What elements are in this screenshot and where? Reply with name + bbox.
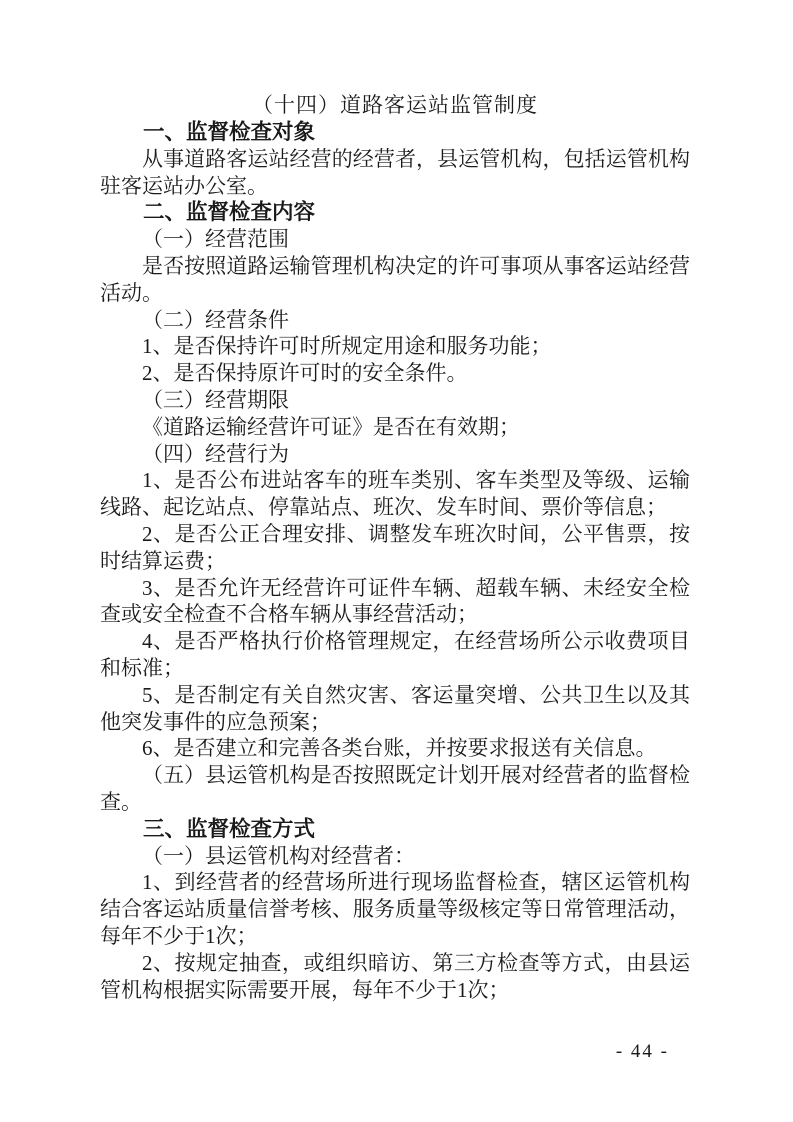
- section-heading: 三、监督检查方式: [143, 816, 316, 841]
- body-paragraph: 1、到经营者的经营场所进行现场监督检查，辖区运管机构结合客运站质量信誉考核、服务质量等级核定等日常管理活动，每年不少于1次；: [100, 870, 690, 948]
- body-paragraph: （四）经营行为: [142, 441, 289, 466]
- body-paragraph: 1、是否公布进站客车的班车类别、客车类型及等级、运输线路、起讫站点、停靠站点、班次、发车时间、票价等信息；: [100, 468, 690, 520]
- body-paragraph: 2、按规定抽查，或组织暗访、第三方检查等方式，由县运管机构根据实际需要开展，每年不少于1次；: [100, 950, 690, 1002]
- body-paragraph: （五）县运管机构是否按照既定计划开展对经营者的监督检查。: [100, 763, 690, 814]
- body-paragraph: （三）经营期限: [142, 387, 289, 412]
- body-paragraph: 2、是否保持原许可时的安全条件。: [142, 361, 468, 386]
- body-paragraph: 5、是否制定有关自然灾害、客运量突增、公共卫生以及其他突发事件的应急预案；: [100, 682, 690, 734]
- body-paragraph: 从事道路客运站经营的经营者，县运管机构，包括运管机构驻客运站办公室。: [100, 146, 690, 198]
- section-heading: 一、监督检查对象: [143, 120, 316, 144]
- document-content: [100, 92, 690, 1003]
- body-paragraph: 是否按照道路运输管理机构决定的许可事项从事客运站经营活动。: [100, 253, 690, 305]
- body-paragraph: （一）经营范围: [142, 227, 289, 252]
- body-paragraph: 《道路运输经营许可证》是否在有效期；: [142, 414, 520, 439]
- page-number: - 44 -: [615, 1041, 669, 1062]
- body-paragraph: 4、是否严格执行价格管理规定，在经营场所公示收费项目和标准；: [100, 629, 690, 680]
- document-body: [100, 119, 690, 1003]
- document-title: （十四）道路客运站监管制度: [252, 93, 538, 117]
- body-paragraph: 3、是否允许无经营许可证件车辆、超载车辆、未经安全检查或安全检查不合格车辆从事经营活动；: [100, 575, 690, 627]
- section-heading: 二、监督检查内容: [143, 200, 316, 225]
- body-paragraph: （二）经营条件: [142, 307, 289, 332]
- body-paragraph: 2、是否公正合理安排、调整发车班次时间，公平售票，按时结算运费；: [100, 521, 690, 573]
- body-paragraph: （一）县运管机构对经营者：: [142, 843, 415, 868]
- body-paragraph: 6、是否建立和完善各类台账，并按要求报送有关信息。: [142, 736, 657, 761]
- body-paragraph: 1、是否保持许可时所规定用途和服务功能；: [142, 334, 552, 359]
